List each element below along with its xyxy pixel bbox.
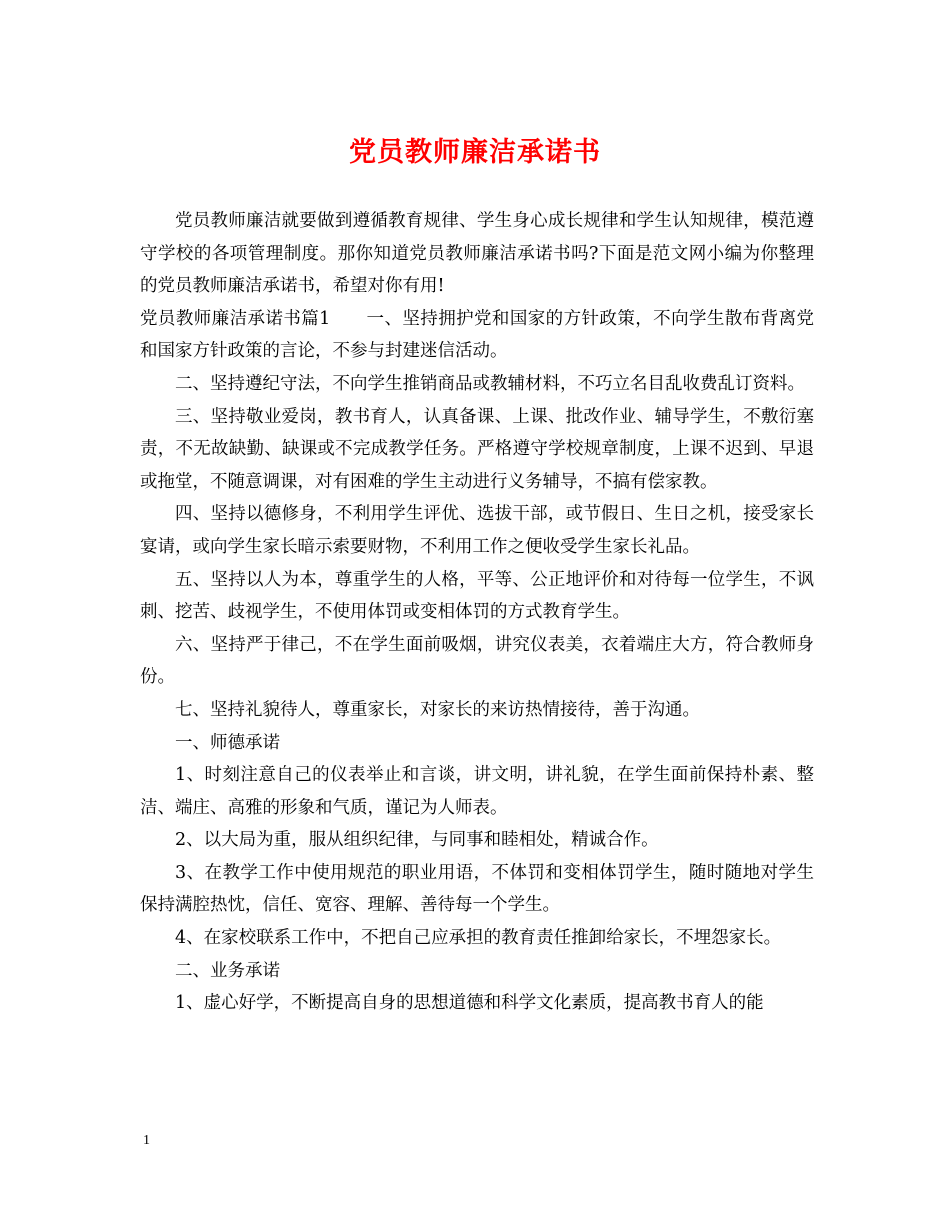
paragraph-ethics-4: 4、在家校联系工作中，不把自己应承担的教育责任推卸给家长，不埋怨家长。: [175, 928, 782, 949]
paragraph-ethics-1: 1、时刻注意自己的仪表举止和言谈，讲文明，讲礼貌，在学生面前保持朴素、整洁、端庄、高雅的形象和气质，谨记为人师表。: [140, 765, 814, 818]
paragraph-item-2: 二、坚持遵纪守法，不向学生推销商品或教辅材料，不巧立名目乱收费乱订资料。: [175, 373, 805, 394]
document-body: [140, 205, 814, 1020]
paragraph-item-5: 五、坚持以人为本，尊重学生的人格，平等、公正地评价和对待每一位学生，不讽刺、挖苦、歧视学生，不使用体罚或变相体罚的方式教育学生。: [140, 569, 814, 623]
heading-work-commitment: 二、业务承诺: [175, 960, 280, 981]
paragraph-ethics-2: 2、以大局为重，服从组织纪律，与同事和睦相处，精诚合作。: [175, 830, 659, 851]
paragraph-section-1-item-1: 党员教师廉洁承诺书篇1 一、坚持拥护党和国家的方针政策，不向学生散布背离党和国家方针政策的言论，不参与封建迷信活动。: [140, 308, 814, 362]
heading-ethics-commitment: 一、师德承诺: [175, 732, 280, 753]
paragraph-item-3: 三、坚持敬业爱岗，教书育人，认真备课、上课、批改作业、辅导学生，不敷衍塞责，不无故缺勤、缺课或不完成教学任务。严格遵守学校规章制度，上课不迟到、早退或拖堂，不随意调课，对有困难的学生主动进行义务辅导，不搞有偿家教。: [140, 406, 814, 492]
paragraph-item-6: 六、坚持严于律己，不在学生面前吸烟，讲究仪表美，衣着端庄大方，符合教师身份。: [140, 634, 814, 688]
paragraph-intro: 党员教师廉洁就要做到遵循教育规律、学生身心成长规律和学生认知规律，模范遵守学校的各项管理制度。那你知道党员教师廉洁承诺书吗?下面是范文网小编为你整理的党员教师廉洁承诺书，希望对你有用!: [140, 211, 814, 297]
paragraph-item-7: 七、坚持礼貌待人，尊重家长，对家长的来访热情接待，善于沟通。: [175, 699, 700, 720]
paragraph-item-4: 四、坚持以德修身，不利用学生评优、选拔干部，或节假日、生日之机，接受家长宴请，或向学生家长暗示索要财物，不利用工作之便收受学生家长礼品。: [140, 504, 814, 557]
page-number: 1: [143, 1133, 150, 1148]
paragraph-ethics-3: 3、在教学工作中使用规范的职业用语，不体罚和变相体罚学生，随时随地对学生保持满腔热忱，信任、宽容、理解、善待每一个学生。: [140, 862, 814, 916]
document-title: 党员教师廉洁承诺书: [349, 137, 601, 168]
paragraph-work-1: 1、虚心好学，不断提高自身的思想道德和科学文化素质，提高教书育人的能: [175, 993, 764, 1014]
